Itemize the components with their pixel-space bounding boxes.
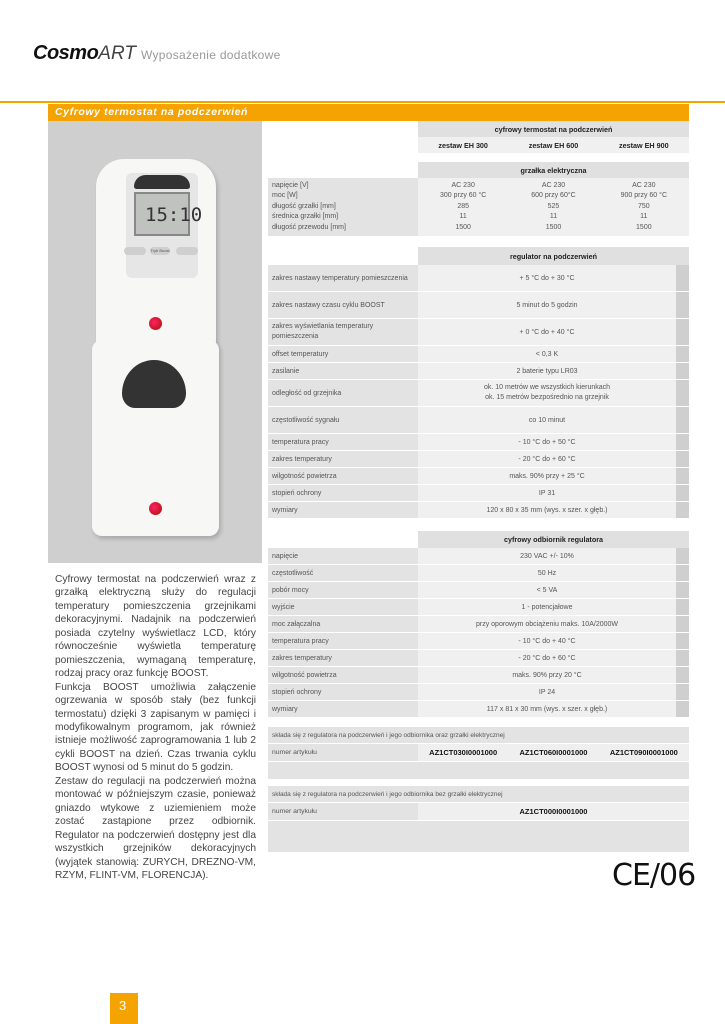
article-code: AZ1CT090I0001000	[599, 744, 689, 761]
column-headers	[418, 137, 689, 153]
column-header: zestaw EH 300	[438, 140, 488, 150]
table-title: cyfrowy termostat na podczerwień	[418, 121, 689, 137]
table-row: zakres nastawy temperatury pomieszczenia + 5 °C do + 30 °C	[268, 265, 689, 292]
heater-table	[268, 162, 689, 236]
table-row: napięcie 230 VAC +/- 10%	[268, 548, 689, 565]
article-code: AZ1CT000I0001000	[418, 803, 689, 820]
brand-italic: ART	[98, 43, 136, 64]
table-row: odległość od grzejnika ok. 10 metrów we wszystkich kierunkach ok. 15 metrów bezpośrednio na grzejnik	[268, 380, 689, 407]
brand-title	[33, 42, 281, 65]
lcd-display	[134, 192, 203, 236]
regulator-table	[268, 247, 689, 519]
description-para: Funkcja BOOST umożliwia załączenie ogrzewania w sposób stały (bez funkcji termostatu) dzięki 3 zapisanym w pamięci i modyfikowalnym programom, jak również istnieje możliwość zaprogramowania 1 lub 2 cykli BOOST na dzień. Czas trwania cyklu BOOST wynosi od 5 minut do 5 godzin.	[55, 681, 256, 774]
column-header: zestaw EH 600	[528, 140, 579, 150]
table-row: zakres nastawy czasu cyklu BOOST 5 minut do 5 godzin	[268, 292, 689, 319]
article-label: numer artykułu	[272, 749, 317, 756]
table-row: stopień ochrony IP 31	[268, 485, 689, 502]
table-row: wyjście 1 - potencjałowe	[268, 599, 689, 616]
table-row: zakres temperatury - 20 °C do + 60 °C	[268, 650, 689, 667]
article-code: AZ1CT060I0001000	[508, 744, 598, 761]
orange-rule	[0, 101, 725, 103]
section-bar	[48, 104, 689, 121]
table-row: stopień ochrony IP 24	[268, 684, 689, 701]
article-note: składa się z regulatora na podczerwień i jego odbiornika oraz grzałki elektrycznej	[268, 727, 689, 743]
product-photo	[48, 121, 262, 563]
article-note: składa się z regulatora na podczerwień i jego odbiornika bez grzałki elektrycznej	[268, 786, 689, 802]
thermostat-transmitter-image	[96, 159, 216, 364]
receiver-table	[268, 531, 689, 718]
table-row: zakres wyświetlania temperatury pomieszczenia + 0 °C do + 40 °C	[268, 319, 689, 346]
brand-logo-icon	[149, 317, 162, 330]
description-para: Cyfrowy termostat na podczerwień wraz z grzałką elektryczną służy do regulacji temperatury pomieszczenia grzejnikami dekoracyjnymi. Nadajnik na podczerwień posiada czytelny wyświetlacz LCD, który równocześnie wyświetla temperaturę pomieszczenia, wymaganą temperaturę, rodzaj pracy oraz funkcję BOOST.	[55, 574, 256, 680]
table-row: moc załączalna przy oporowym obciążeniu maks. 10A/2000W	[268, 616, 689, 633]
brand-subtitle: Wyposażenie dodatkowe	[140, 48, 281, 62]
section-title: Cyfrowy termostat na podczerwień	[55, 106, 249, 118]
page-number-box	[110, 993, 138, 1024]
ce-mark: CE/06	[612, 858, 696, 893]
regulator-title: regulator na podczerwień	[418, 247, 689, 265]
table-row: częstotliwość sygnału co 10 minut	[268, 407, 689, 434]
heater-col-300: AC 230 300 przy 60 °C 285 11 1500	[418, 178, 508, 236]
article-code: AZ1CT030I0001000	[418, 744, 508, 761]
table-row: częstotliwość 50 Hz	[268, 565, 689, 582]
table-header	[268, 121, 689, 153]
column-header: zestaw EH 900	[619, 140, 669, 150]
lcd-readout: 15:10	[145, 204, 203, 226]
receiver-image	[92, 340, 219, 536]
heater-col-600: AC 230 600 przy 60°C 525 11 1500	[508, 178, 598, 236]
heater-labels: napięcie [V] moc [W] długość grzałki [mm] średnica grzałki [mm] długość przewodu [mm]	[268, 178, 418, 236]
table-row: wymiary 120 x 80 x 35 mm (wys. x szer. x głęb.)	[268, 502, 689, 519]
table-row: pobór mocy < 5 VA	[268, 582, 689, 599]
page-number: 3	[119, 998, 127, 1013]
table-row: wilgotność powietrza maks. 90% przy + 25 °C	[268, 468, 689, 485]
lcd-button: Tryb Boost	[150, 248, 170, 253]
description-para: Zestaw do regulacji na podczerwień można montować w późniejszym czasie, ponieważ gniazdo wtykowe z uziemieniem może zostać zastąpione przez odbiornik. Regulator na podczerwień dostępny jest dla wszystkich grzejników dekoracyjnych (wyjątek stanowią: ZURYCH, DREZNO-VM, RZYM, FLINT-VM, FLORENCJA).	[55, 775, 256, 881]
article-block-with-heater	[268, 727, 689, 779]
table-row: temperatura pracy - 10 °C do + 40 °C	[268, 633, 689, 650]
brand-bold: Cosmo	[33, 42, 99, 64]
table-row: zakres temperatury - 20 °C do + 60 °C	[268, 451, 689, 468]
table-row: wymiary 117 x 81 x 30 mm (wys. x szer. x głęb.)	[268, 701, 689, 718]
table-row: temperatura pracy - 10 °C do + 50 °C	[268, 434, 689, 451]
article-block-without-heater	[268, 786, 689, 852]
receiver-title: cyfrowy odbiornik regulatora	[418, 531, 689, 548]
brand-logo-icon	[149, 502, 162, 515]
heater-col-900: AC 230 900 przy 60 °C 750 11 1500	[599, 178, 689, 236]
description	[55, 573, 256, 882]
table-row: offset temperatury < 0,3 K	[268, 346, 689, 363]
heater-title: grzałka elektryczna	[418, 162, 689, 178]
article-label: numer artykułu	[272, 808, 317, 815]
table-row: zasilanie 2 baterie typu LR03	[268, 363, 689, 380]
table-row: wilgotność powietrza maks. 90% przy 20 °C	[268, 667, 689, 684]
